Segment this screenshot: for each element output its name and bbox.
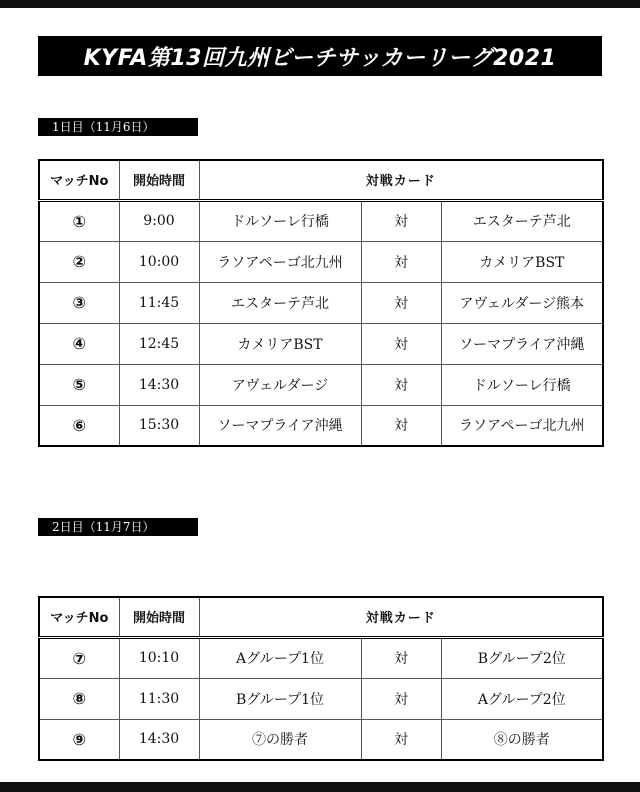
header-card: 対戦カード	[199, 597, 603, 637]
home-team: ソーマプライア沖縄	[199, 405, 361, 446]
day-2-label: 2日目（11月7日）	[38, 518, 198, 536]
vs-label: 対	[361, 323, 441, 364]
header-match-no: マッチNo	[39, 597, 119, 637]
home-team: アヴェルダージ	[199, 364, 361, 405]
match-number: ④	[39, 323, 119, 364]
match-time: 11:45	[119, 282, 199, 323]
header-start-time: 開始時間	[119, 597, 199, 637]
home-team: Aグループ1位	[199, 637, 361, 678]
home-team: カメリアBST	[199, 323, 361, 364]
vs-label: 対	[361, 364, 441, 405]
away-team: Aグループ2位	[441, 678, 603, 719]
table-header-row	[39, 597, 603, 637]
away-team: Bグループ2位	[441, 637, 603, 678]
match-time: 9:00	[119, 200, 199, 241]
table-row	[39, 282, 603, 323]
day-2-schedule-table	[38, 596, 604, 761]
vs-label: 対	[361, 282, 441, 323]
match-time: 14:30	[119, 364, 199, 405]
vs-label: 対	[361, 678, 441, 719]
away-team: ⑧の勝者	[441, 719, 603, 760]
header-start-time: 開始時間	[119, 160, 199, 200]
away-team: ソーマプライア沖縄	[441, 323, 603, 364]
table-row	[39, 637, 603, 678]
table-header-row	[39, 160, 603, 200]
home-team: エスターテ芦北	[199, 282, 361, 323]
table-row	[39, 405, 603, 446]
header-card: 対戦カード	[199, 160, 603, 200]
vs-label: 対	[361, 637, 441, 678]
away-team: カメリアBST	[441, 241, 603, 282]
table-row	[39, 200, 603, 241]
day-1-schedule-table	[38, 159, 604, 447]
table-row	[39, 719, 603, 760]
vs-label: 対	[361, 719, 441, 760]
vs-label: 対	[361, 241, 441, 282]
match-time: 10:10	[119, 637, 199, 678]
away-team: ラソアペーゴ北九州	[441, 405, 603, 446]
away-team: ドルソーレ行橋	[441, 364, 603, 405]
match-number: ②	[39, 241, 119, 282]
match-time: 12:45	[119, 323, 199, 364]
match-number: ⑧	[39, 678, 119, 719]
vs-label: 対	[361, 200, 441, 241]
match-number: ⑥	[39, 405, 119, 446]
match-number: ⑦	[39, 637, 119, 678]
match-time: 14:30	[119, 719, 199, 760]
home-team: ラソアペーゴ北九州	[199, 241, 361, 282]
match-time: 11:30	[119, 678, 199, 719]
table-row	[39, 364, 603, 405]
home-team: Bグループ1位	[199, 678, 361, 719]
away-team: エスターテ芦北	[441, 200, 603, 241]
match-number: ③	[39, 282, 119, 323]
table-row	[39, 323, 603, 364]
home-team: ⑦の勝者	[199, 719, 361, 760]
match-number: ⑤	[39, 364, 119, 405]
match-number: ①	[39, 200, 119, 241]
vs-label: 対	[361, 405, 441, 446]
table-row	[39, 678, 603, 719]
header-match-no: マッチNo	[39, 160, 119, 200]
home-team: ドルソーレ行橋	[199, 200, 361, 241]
schedule-page	[0, 8, 640, 782]
page-title: KYFA第13回九州ビーチサッカーリーグ2021	[38, 36, 602, 76]
table-row	[39, 241, 603, 282]
away-team: アヴェルダージ熊本	[441, 282, 603, 323]
match-time: 15:30	[119, 405, 199, 446]
match-number: ⑨	[39, 719, 119, 760]
day-1-label: 1日目（11月6日）	[38, 118, 198, 136]
match-time: 10:00	[119, 241, 199, 282]
